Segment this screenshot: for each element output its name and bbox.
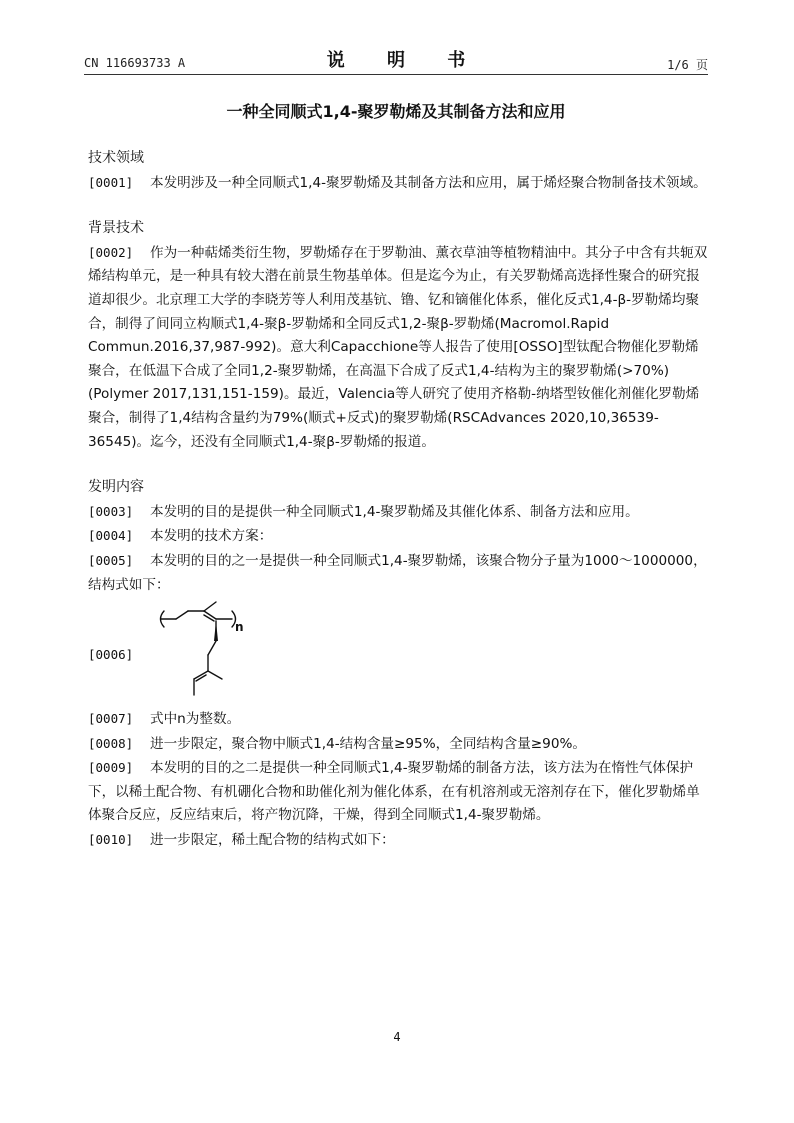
paragraph-number: [0004] <box>88 528 134 544</box>
paragraph-0008 <box>88 732 708 757</box>
document-title: 一种全同顺式1,4-聚罗勒烯及其制备方法和应用 <box>226 102 566 121</box>
section-tech-field: 技术领域 <box>88 150 144 166</box>
paragraph-number: [0007] <box>88 711 134 727</box>
section-invention: 发明内容 <box>88 479 144 496</box>
paragraph-0004 <box>88 524 708 549</box>
paragraph-number: [0005] <box>88 552 134 568</box>
wedge-bond <box>214 621 218 641</box>
paragraph-number: [0002] <box>88 244 134 260</box>
paragraph-text: 式中n为整数。 <box>150 711 241 728</box>
paragraph-number: [0006] <box>88 647 134 663</box>
paragraph-text: 本发明的目的是提供一种全同顺式1,4-聚罗勒烯及其催化体系、制备方法和应用。 <box>150 503 639 520</box>
paragraph-text: 作为一种萜烯类衍生物，罗勒烯存在于罗勒油、薰衣草油等植物精油中。其分子中含有共轭双烯结构单元，是一种具有较大潜在前景生物基单体。但是迄今为止，有关罗勒烯高选择性聚合的研究报道却很少。北京理工大学的李晓芳等人利用茂基钪、镥、钇和镝催化体系，催化反式1,4-β-罗勒烯均聚合，制得了间同立构顺式1,4-聚β-罗勒烯和全同反式1,2-聚β-罗勒烯(Macromol.Rapid Commun.2016,37,987-992)。意大利Capacchione等人报告了使用[OSSO]型钛配合物催化罗勒烯聚合，在低温下合成了全同1,2-聚罗勒烯，在高温下合成了反式1,4-结构为主的聚罗勒烯(>70%)(Polymer 2017,131,151-159)。最近，Valencia等人研究了使用齐格勒-纳塔型钕催化剂催化罗勒烯聚合，制得了1,4结构含量约为79%(顺式+反式)的聚罗勒烯(RSCAdvances 2020,10,36539-36545)。迄今，还没有全同顺式1,4-聚β-罗勒烯的报道。 <box>88 244 708 450</box>
paragraph-0006 <box>88 597 708 707</box>
paragraph-text: 本发明的目的之二是提供一种全同顺式1,4-聚罗勒烯的制备方法，该方法为在惰性气体保护下，以稀土配合物、有机硼化合物和助催化剂为催化体系，在有机溶剂或无溶剂存在下，催化罗勒烯单体聚合反应，反应结束后，将产物沉降，干燥，得到全同顺式1,4-聚罗勒烯。 <box>88 760 700 824</box>
polyocimene-structure-formula <box>150 597 290 707</box>
paragraph-0001 <box>88 171 708 196</box>
section-background: 背景技术 <box>88 220 144 237</box>
paragraph-0005 <box>88 549 708 597</box>
paragraph-number: [0008] <box>88 735 134 751</box>
patent-number: CN 116693733 A <box>84 56 186 70</box>
paragraph-text: 本发明的目的之一是提供一种全同顺式1,4-聚罗勒烯，该聚合物分子量为1000～1000000，结构式如下： <box>88 552 707 593</box>
paragraph-text: 本发明涉及一种全同顺式1,4-聚罗勒烯及其制备方法和应用，属于烯烃聚合物制备技术领域。 <box>150 174 707 191</box>
document-body <box>88 147 708 853</box>
page-indicator: 1/6 页 <box>667 58 708 72</box>
paragraph-number: [0010] <box>88 832 134 848</box>
repeat-unit-subscript: n <box>235 620 244 635</box>
paragraph-text: 进一步限定，聚合物中顺式1,4-结构含量≥95%，全同结构含量≥90%。 <box>150 735 586 752</box>
paragraph-number: [0009] <box>88 760 134 776</box>
paragraph-text: 进一步限定，稀土配合物的结构式如下： <box>150 832 395 849</box>
paragraph-0010 <box>88 828 708 853</box>
page-number: 4 <box>393 1030 401 1044</box>
paragraph-number: [0001] <box>88 174 134 190</box>
header-rule <box>84 74 708 75</box>
paragraph-number: [0003] <box>88 503 134 519</box>
document-type: 说 明 书 <box>326 50 484 71</box>
page-header <box>84 44 708 74</box>
paragraph-0009 <box>88 756 708 828</box>
paragraph-0002 <box>88 241 708 454</box>
paragraph-0007 <box>88 707 708 732</box>
paragraph-0003 <box>88 500 708 525</box>
paragraph-text: 本发明的技术方案： <box>150 528 273 545</box>
